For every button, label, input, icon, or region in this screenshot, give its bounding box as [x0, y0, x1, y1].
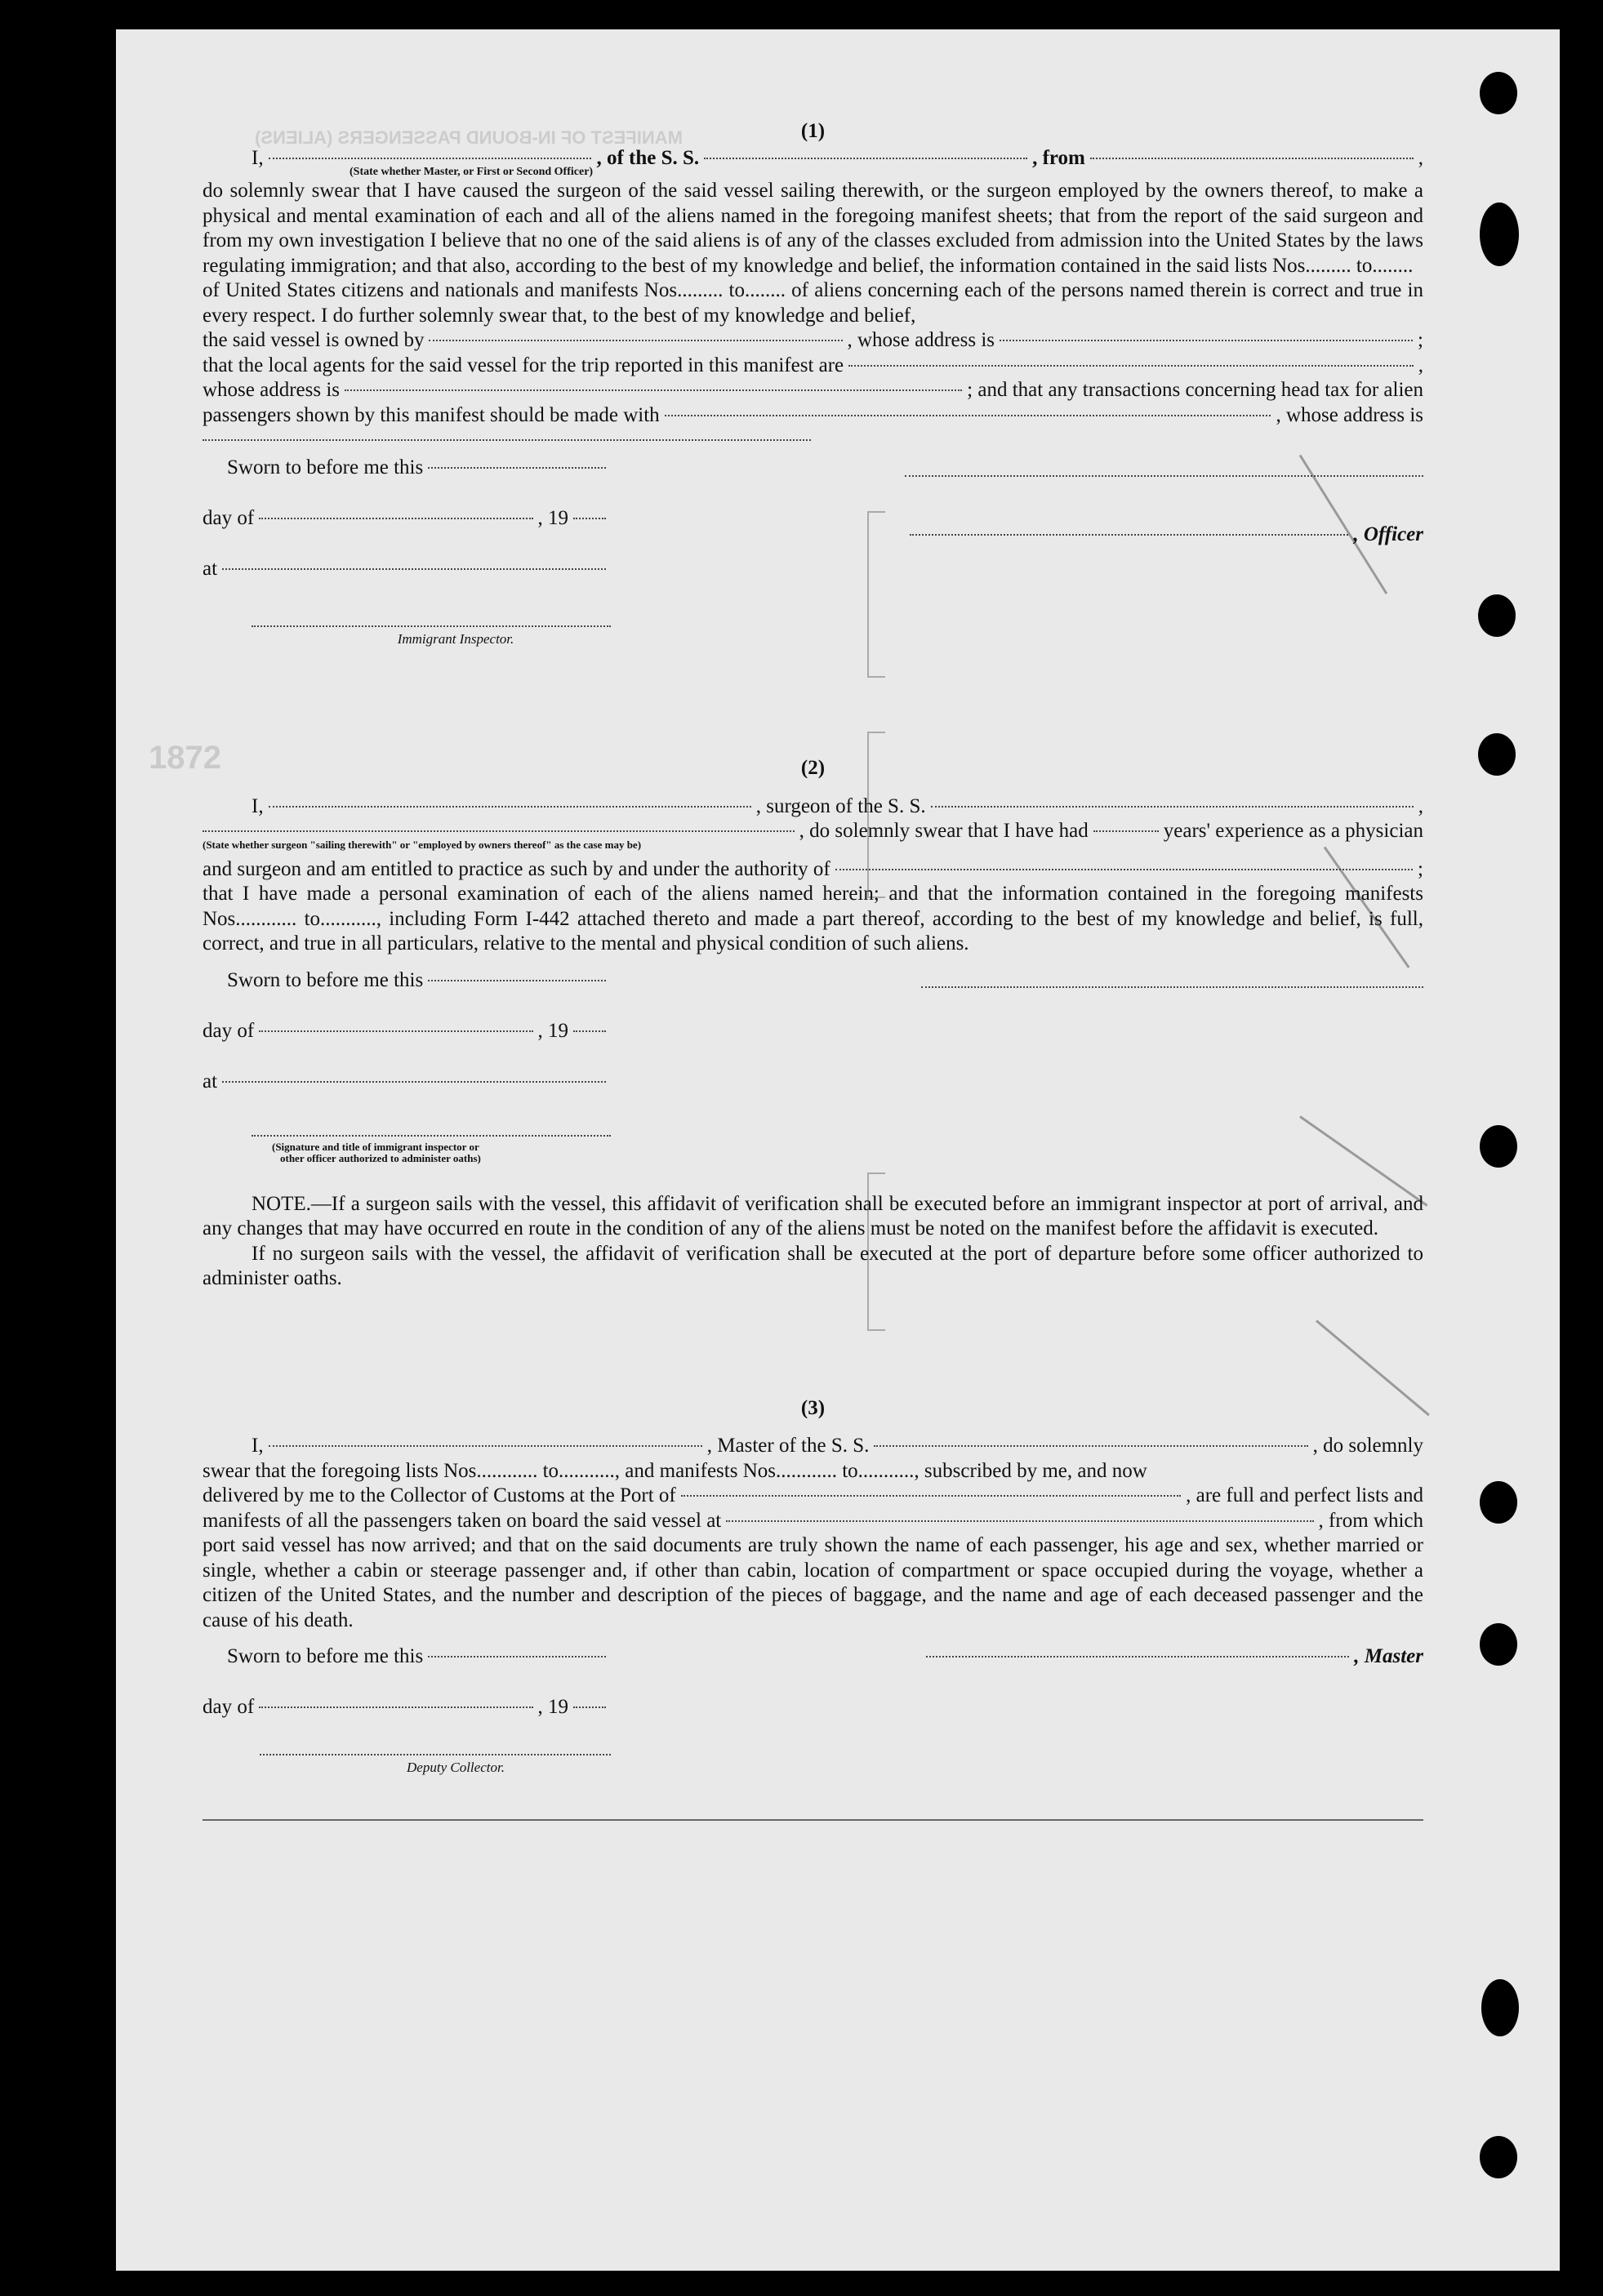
sec1-signature-block: [203, 456, 1423, 684]
year-label: , 19: [537, 1019, 568, 1042]
official-signature-field[interactable]: [252, 1120, 611, 1137]
i-label: I,: [252, 146, 264, 169]
master-label: , Master: [1354, 1645, 1423, 1667]
place-field[interactable]: [222, 568, 606, 570]
punch-hole: [1480, 2136, 1517, 2178]
master-oath-body: [203, 1533, 1423, 1633]
surgeon-status-field[interactable]: [203, 830, 795, 832]
section-number: (2): [800, 757, 826, 779]
place-field[interactable]: [222, 1081, 606, 1083]
surgeon-oath-text: that I have made a personal examination of each of the aliens named herein; and that the information contained in the foregoing manifests Nos............ to..........., including Form I-442 attached thereto and made a part thereof, according to the best of my knowledge and belief, is full, correct, and true in all particulars, relative to the mental and physical condition of such aliens.: [203, 883, 1423, 954]
officer-name-field[interactable]: [269, 158, 592, 159]
punch-hole: [1480, 202, 1519, 266]
head-tax-line: [203, 403, 1423, 429]
of-ss-label: , of the S. S.: [596, 146, 700, 169]
master-oath-text: port said vessel has now arrived; and that on the said documents are truly shown the name of each passenger, his age and sex, whether married or single, whether a cabin or steerage passenger and, if other than cabin, location of compartment or space occupied during the voyage, whether a citizen of the United States, and the number and description of the pieces of baggage, and the name and age of each deceased passenger and the cause of his death.: [203, 1534, 1423, 1631]
year-field[interactable]: [573, 518, 606, 519]
month-field[interactable]: [259, 518, 532, 519]
surgeon-of-label: , surgeon of the S. S.: [755, 794, 926, 817]
official-caption-2: other officer authorized to administer oaths): [280, 1151, 481, 1164]
whose-address-label: , whose address is: [847, 329, 995, 351]
bleed-through-stamp: 1872: [149, 740, 221, 776]
owned-by-label: the said vessel is owned by: [203, 329, 425, 351]
sworn-day-field[interactable]: [428, 1656, 606, 1657]
inspector-signature-field[interactable]: [252, 607, 611, 627]
solemnly-label: , do solemnly swear that I have had: [799, 820, 1089, 842]
at-label: at: [203, 1070, 218, 1092]
month-field[interactable]: [259, 1030, 532, 1032]
officer-signature-field[interactable]: [905, 475, 1423, 477]
collector-signature-field[interactable]: [260, 1746, 611, 1755]
port-line: [203, 1484, 1423, 1509]
head-tax-label: ; and that any transactions concerning head tax for alien: [967, 379, 1423, 401]
document-page: [116, 29, 1560, 2271]
punch-hole: [1478, 733, 1516, 776]
from-port-field[interactable]: [1090, 158, 1414, 159]
master-signature-field[interactable]: [926, 1656, 1349, 1657]
surgeon-oath-body: [203, 882, 1423, 957]
sec2-signature-block: [203, 968, 1423, 1189]
sworn-label: Sworn to before me this: [227, 456, 424, 478]
delivered-label: delivered by me to the Collector of Customs at the Port of: [203, 1484, 676, 1506]
day-of-label: day of: [203, 1019, 255, 1042]
section-number: (3): [800, 1396, 826, 1419]
punch-hole: [1478, 594, 1516, 637]
punch-hole: [1480, 1481, 1517, 1524]
surgeon-signature-field[interactable]: [921, 986, 1423, 988]
bleed-through-heading: MANIFEST OF IN-BOUND PASSENGERS (ALIENS): [255, 127, 683, 148]
i-label: I,: [252, 794, 264, 817]
affidavit-content: [203, 120, 1424, 1821]
bottom-rule: [203, 1819, 1423, 1821]
sworn-label: Sworn to before me this: [227, 968, 424, 991]
collector-caption: Deputy Collector.: [407, 1760, 505, 1775]
oath-text-b: of United States citizens and nationals and manifests Nos......... to........ of aliens concerning each of the persons named therein is correct and true in every respect. I do further solemnly swear that, to the best of my knowledge and belief,: [203, 279, 1423, 327]
master-oath-line: [203, 1459, 1423, 1484]
punch-hole: [1480, 1125, 1517, 1168]
passengers-label: passengers shown by this manifest should be made with: [203, 403, 660, 426]
year-field[interactable]: [573, 1706, 606, 1708]
surgeon-vessel-field[interactable]: [931, 806, 1414, 808]
sworn-day-field[interactable]: [428, 980, 606, 981]
head-tax-agent-field[interactable]: [665, 415, 1271, 416]
officer-signature-line: [905, 523, 1423, 548]
manifests-label: manifests of all the passengers taken on board the said vessel at: [203, 1509, 722, 1532]
years-label: years' experience as a physician: [1163, 820, 1423, 842]
i-label: I,: [252, 1435, 264, 1457]
oath-body: [203, 179, 1423, 328]
master-line: [203, 1434, 1423, 1459]
port-field[interactable]: [681, 1495, 1181, 1497]
master-name-field[interactable]: [269, 1445, 702, 1447]
punch-hole: [1480, 1623, 1517, 1666]
note-label: NOTE.: [252, 1192, 311, 1215]
master-vessel-field[interactable]: [874, 1445, 1307, 1447]
officer-title-field[interactable]: [910, 534, 1348, 536]
local-agents-label: that the local agents for the said vessel for the trip reported in this manifest are: [203, 354, 844, 376]
official-caption-1: (Signature and title of immigrant inspector or: [272, 1140, 479, 1153]
swear-text: swear that the foregoing lists Nos............ to..........., and manifests Nos............ to..........., subscribed by me, and now: [203, 1459, 1147, 1482]
punch-hole: [1480, 72, 1517, 114]
authority-field[interactable]: [835, 869, 1413, 870]
year-label: , 19: [537, 1696, 568, 1718]
sec3-signature-block: [203, 1644, 1423, 1808]
whose-address-label: whose address is: [203, 379, 341, 401]
from-which-label: , from which: [1318, 1509, 1423, 1532]
note-text-1: —If a surgeon sails with the vessel, this affidavit of verification shall be executed before an immigrant inspector at port of arrival, and any changes that may have occurred en route in the condition of any of the aliens must be noted on the manifest before the affidavit is executed.: [203, 1192, 1423, 1239]
officer-label: , Officer: [1353, 523, 1423, 545]
officer-line: I, , of the S. S. , from ,: [203, 146, 1423, 171]
owner-line: the said vessel is owned by , whose address is ;: [203, 328, 1423, 354]
do-solemnly-label: , do solemnly: [1312, 1435, 1424, 1457]
year-label: , 19: [537, 507, 568, 529]
full-lists-label: , are full and perfect lists and: [1186, 1484, 1423, 1506]
sworn-label: Sworn to before me this: [227, 1645, 424, 1667]
sworn-day-field[interactable]: [428, 467, 606, 469]
embark-port-field[interactable]: [726, 1520, 1313, 1522]
authority-label: and surgeon and am entitled to practice as such by and under the authority of: [203, 857, 830, 880]
day-of-label: day of: [203, 507, 255, 529]
agents-field[interactable]: [848, 365, 1414, 367]
master-signature-line: [921, 1644, 1423, 1670]
agents-line: that the local agents for the said vessel for the trip reported in this manifest are ,: [203, 354, 1423, 379]
owner-field[interactable]: [429, 340, 842, 341]
surgeon-line: I, , surgeon of the S. S. ,: [203, 794, 1423, 820]
punch-hole: [1481, 1979, 1519, 2036]
section-number: (1): [800, 120, 826, 142]
rank-instruction: (State whether Master, or First or Second Officer): [350, 166, 594, 178]
master-of-label: , Master of the S. S.: [706, 1435, 870, 1457]
year-field[interactable]: [573, 1030, 606, 1032]
embark-line: [203, 1509, 1423, 1534]
from-label: , from: [1032, 146, 1085, 169]
agent-address-line: [203, 378, 1423, 403]
surgeon-name-field[interactable]: [269, 806, 751, 808]
head-tax-address-field[interactable]: [203, 428, 811, 441]
inspector-caption: Immigrant Inspector.: [397, 631, 514, 647]
vessel-name-field[interactable]: [704, 158, 1027, 159]
note-block: [203, 1192, 1423, 1292]
month-field[interactable]: [259, 1706, 532, 1708]
surgeon-status-instruction: (State whether surgeon "sailing therewith" or "employed by owners thereof" as the case may be): [203, 838, 642, 851]
note-text-2: If no surgeon sails with the vessel, the affidavit of verification shall be executed at the port of departure before some officer authorized to administer oaths.: [203, 1242, 1423, 1289]
years-field[interactable]: [1093, 830, 1159, 832]
owner-address-field[interactable]: [1000, 340, 1413, 341]
day-of-label: day of: [203, 1696, 255, 1718]
whose-address-end-label: , whose address is: [1276, 403, 1423, 426]
authority-line: and surgeon and am entitled to practice as such by and under the authority of ;: [203, 857, 1423, 883]
agent-address-field[interactable]: [345, 389, 962, 391]
at-label: at: [203, 558, 218, 580]
oath-text-a: do solemnly swear that I have caused the surgeon of the said vessel sailing therewith, or the surgeon employed by the owners thereof, to make a physical and mental examination of each and all of the aliens named in the foregoing manifest sheets; that from the report of the said surgeon and from my own investigation I believe that no one of the said aliens is of any of the classes excluded from admission into the United States by the laws regulating immigration; and that also, according to the best of my knowledge and belief, the information contained in the said lists Nos......... to........: [203, 180, 1423, 277]
